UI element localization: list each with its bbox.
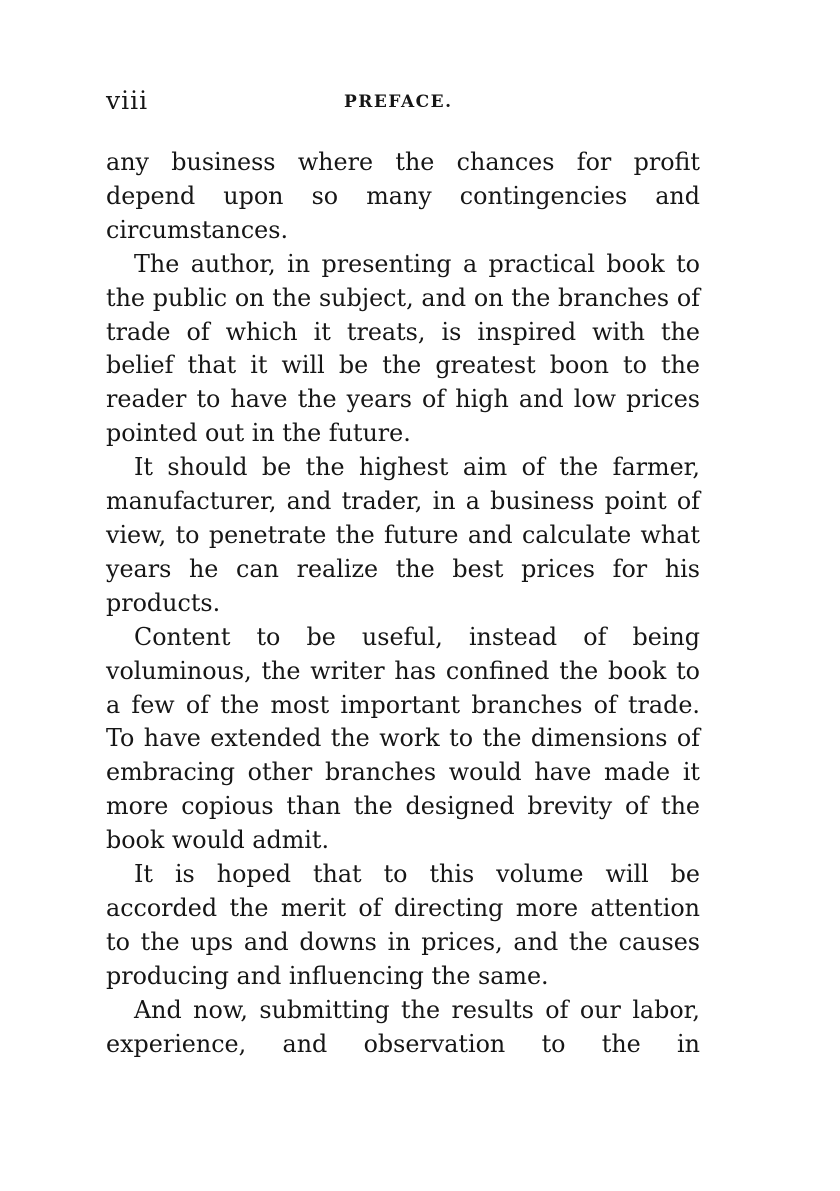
- paragraph: The author, in presenting a practical book to the public on the subject, and on the branches of trade of which it treats, is inspired with the belief that it will be the greatest boon to the reader to have the years of high and low prices pointed out in the future.: [106, 249, 700, 448]
- paragraph: And now, submitting the results of our labor, experience, and observation to the in: [106, 995, 700, 1058]
- paragraph: It is hoped that to this volume will be accorded the merit of directing more attention to the ups and downs in prices, and the causes producing and influencing the same.: [106, 860, 700, 990]
- running-title: PREFACE.: [344, 92, 453, 112]
- paragraph: any business where the chances for profit depend upon so many contingencies and circumstances.: [106, 148, 700, 244]
- body-text: [106, 146, 700, 1061]
- page-header: [106, 86, 700, 122]
- paragraph: It should be the highest aim of the farmer, manufacturer, and trader, in a business point of view, to penetrate the future and calculate what years he can realize the best prices for his products.: [106, 453, 700, 617]
- page-number: viii: [106, 86, 149, 115]
- paragraph: Content to be useful, instead of being voluminous, the writer has confined the book to a few of the most important branches of trade. To have extended the work to the dimensions of embracing other branches would have made it more copious than the designed brevity of the book would admit.: [106, 622, 700, 855]
